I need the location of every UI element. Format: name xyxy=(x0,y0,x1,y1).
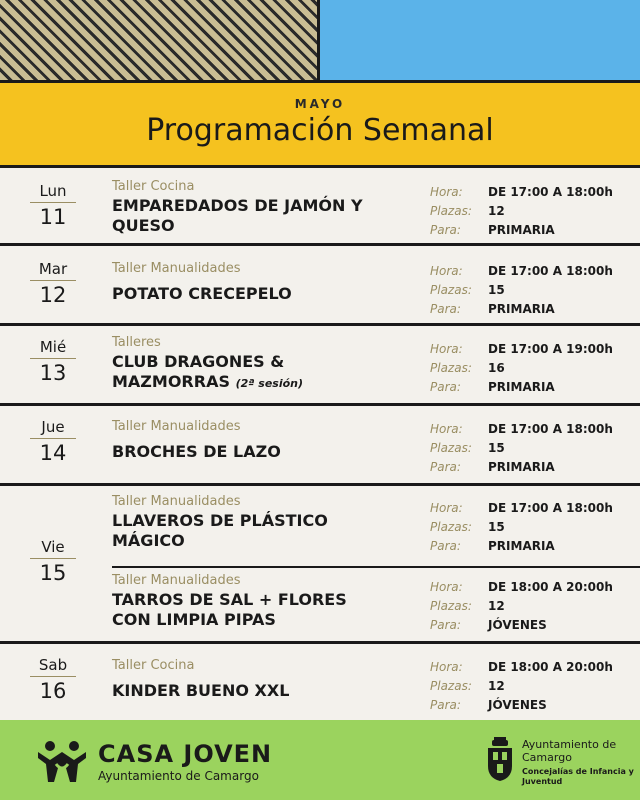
schedule-row-vie xyxy=(0,486,640,644)
day-block xyxy=(30,538,76,585)
day-number: 16 xyxy=(39,679,67,703)
hora-value: DE 17:00 A 19:00h xyxy=(488,342,613,356)
plazas-label: Plazas: xyxy=(430,361,472,375)
day-name: Mié xyxy=(30,338,76,359)
event-divider xyxy=(112,566,640,568)
brand-name: CASA JOVEN xyxy=(98,740,273,768)
camargo-crest-icon xyxy=(486,736,514,782)
event-category: Taller Manualidades xyxy=(112,573,241,588)
event-name: POTATO CRECEPELO xyxy=(112,284,292,303)
casa-joven-logo-icon xyxy=(36,738,88,784)
event xyxy=(112,658,412,701)
day-number: 13 xyxy=(39,361,67,385)
schedule-row-mie xyxy=(0,326,640,406)
event-name: EMPAREDADOS DE JAMÓN Y QUESO xyxy=(112,196,363,235)
day-name: Mar xyxy=(30,260,76,281)
event xyxy=(112,419,412,462)
event-name: KINDER BUENO XXL xyxy=(112,681,290,700)
plazas-value: 15 xyxy=(488,520,505,534)
day-number: 12 xyxy=(39,283,67,307)
event xyxy=(112,179,412,236)
plazas-value: 16 xyxy=(488,361,505,375)
schedule-row-mar xyxy=(0,246,640,326)
para-value: PRIMARIA xyxy=(488,460,555,474)
plazas-label: Plazas: xyxy=(430,520,472,534)
day-number: 14 xyxy=(39,441,67,465)
para-label: Para: xyxy=(430,380,461,394)
event-category: Taller Cocina xyxy=(112,179,195,194)
decorative-blue-block xyxy=(320,0,640,80)
hora-label: Hora: xyxy=(430,660,463,674)
event-name: TARROS DE SAL + FLORES CON LIMPIA PIPAS xyxy=(112,590,347,629)
hora-value: DE 18:00 A 20:00h xyxy=(488,660,613,674)
schedule-row-sab xyxy=(0,644,640,720)
plazas-label: Plazas: xyxy=(430,283,472,297)
day-block xyxy=(30,656,76,703)
hora-value: DE 17:00 A 18:00h xyxy=(488,501,613,515)
event-info xyxy=(430,181,630,238)
para-value: PRIMARIA xyxy=(488,539,555,553)
day-name: Sab xyxy=(30,656,76,677)
event-name: CLUB DRAGONES & MAZMORRAS (2ª sesión) xyxy=(112,352,304,391)
hora-label: Hora: xyxy=(430,422,463,436)
plazas-label: Plazas: xyxy=(430,204,472,218)
para-label: Para: xyxy=(430,223,461,237)
brand-block xyxy=(98,740,272,783)
event-name: BROCHES DE LAZO xyxy=(112,442,281,461)
para-value: PRIMARIA xyxy=(488,302,555,316)
event-info xyxy=(430,338,630,395)
event-session-note: (2ª sesión) xyxy=(235,377,304,390)
para-label: Para: xyxy=(430,539,461,553)
para-label: Para: xyxy=(430,698,461,712)
day-name: Jue xyxy=(30,418,76,439)
hora-label: Hora: xyxy=(430,185,463,199)
event-info xyxy=(430,576,630,633)
page-title: Programación Semanal xyxy=(146,113,494,148)
schedule-row-jue xyxy=(0,406,640,486)
footer xyxy=(0,720,640,800)
para-value: PRIMARIA xyxy=(488,223,555,237)
day-block xyxy=(30,182,76,229)
day-name: Vie xyxy=(30,538,76,559)
event-name: LLAVEROS DE PLÁSTICO MÁGICO xyxy=(112,511,328,550)
council-block xyxy=(522,738,634,787)
event-category: Taller Manualidades xyxy=(112,261,241,276)
plazas-value: 12 xyxy=(488,204,505,218)
event xyxy=(112,335,412,394)
event-info xyxy=(430,418,630,475)
day-block xyxy=(30,338,76,385)
hora-label: Hora: xyxy=(430,580,463,594)
header-banner xyxy=(0,80,640,168)
event-category: Talleres xyxy=(112,335,161,350)
event-category: Taller Manualidades xyxy=(112,494,241,509)
schedule-list xyxy=(0,168,640,720)
event xyxy=(112,261,412,304)
plazas-value: 15 xyxy=(488,441,505,455)
decorative-stripes xyxy=(0,0,320,80)
schedule-row-lun xyxy=(0,168,640,246)
month-label: MAYO xyxy=(294,97,346,111)
day-number: 11 xyxy=(39,205,67,229)
para-label: Para: xyxy=(430,618,461,632)
day-block xyxy=(30,260,76,307)
hora-label: Hora: xyxy=(430,501,463,515)
plazas-value: 12 xyxy=(488,679,505,693)
hora-value: DE 17:00 A 18:00h xyxy=(488,185,613,199)
event-category: Taller Manualidades xyxy=(112,419,241,434)
para-value: JÓVENES xyxy=(488,618,547,632)
para-value: PRIMARIA xyxy=(488,380,555,394)
event-category: Taller Cocina xyxy=(112,658,195,673)
plazas-value: 15 xyxy=(488,283,505,297)
council-name: Ayuntamiento de Camargo xyxy=(522,738,617,764)
day-name: Lun xyxy=(30,182,76,203)
event-info xyxy=(430,656,630,713)
brand-subtitle: Ayuntamiento de Camargo xyxy=(98,769,259,783)
hora-value: DE 18:00 A 20:00h xyxy=(488,580,613,594)
para-value: JÓVENES xyxy=(488,698,547,712)
event xyxy=(112,573,412,630)
council-subtitle: Concejalías de Infancia y Juventud xyxy=(522,767,634,786)
day-block xyxy=(30,418,76,465)
hora-value: DE 17:00 A 18:00h xyxy=(488,422,613,436)
hora-label: Hora: xyxy=(430,342,463,356)
plazas-value: 12 xyxy=(488,599,505,613)
event xyxy=(112,494,412,551)
day-number: 15 xyxy=(39,561,67,585)
plazas-label: Plazas: xyxy=(430,599,472,613)
hora-value: DE 17:00 A 18:00h xyxy=(488,264,613,278)
event-info xyxy=(430,497,630,554)
event-info xyxy=(430,260,630,317)
plazas-label: Plazas: xyxy=(430,679,472,693)
para-label: Para: xyxy=(430,460,461,474)
hora-label: Hora: xyxy=(430,264,463,278)
para-label: Para: xyxy=(430,302,461,316)
plazas-label: Plazas: xyxy=(430,441,472,455)
